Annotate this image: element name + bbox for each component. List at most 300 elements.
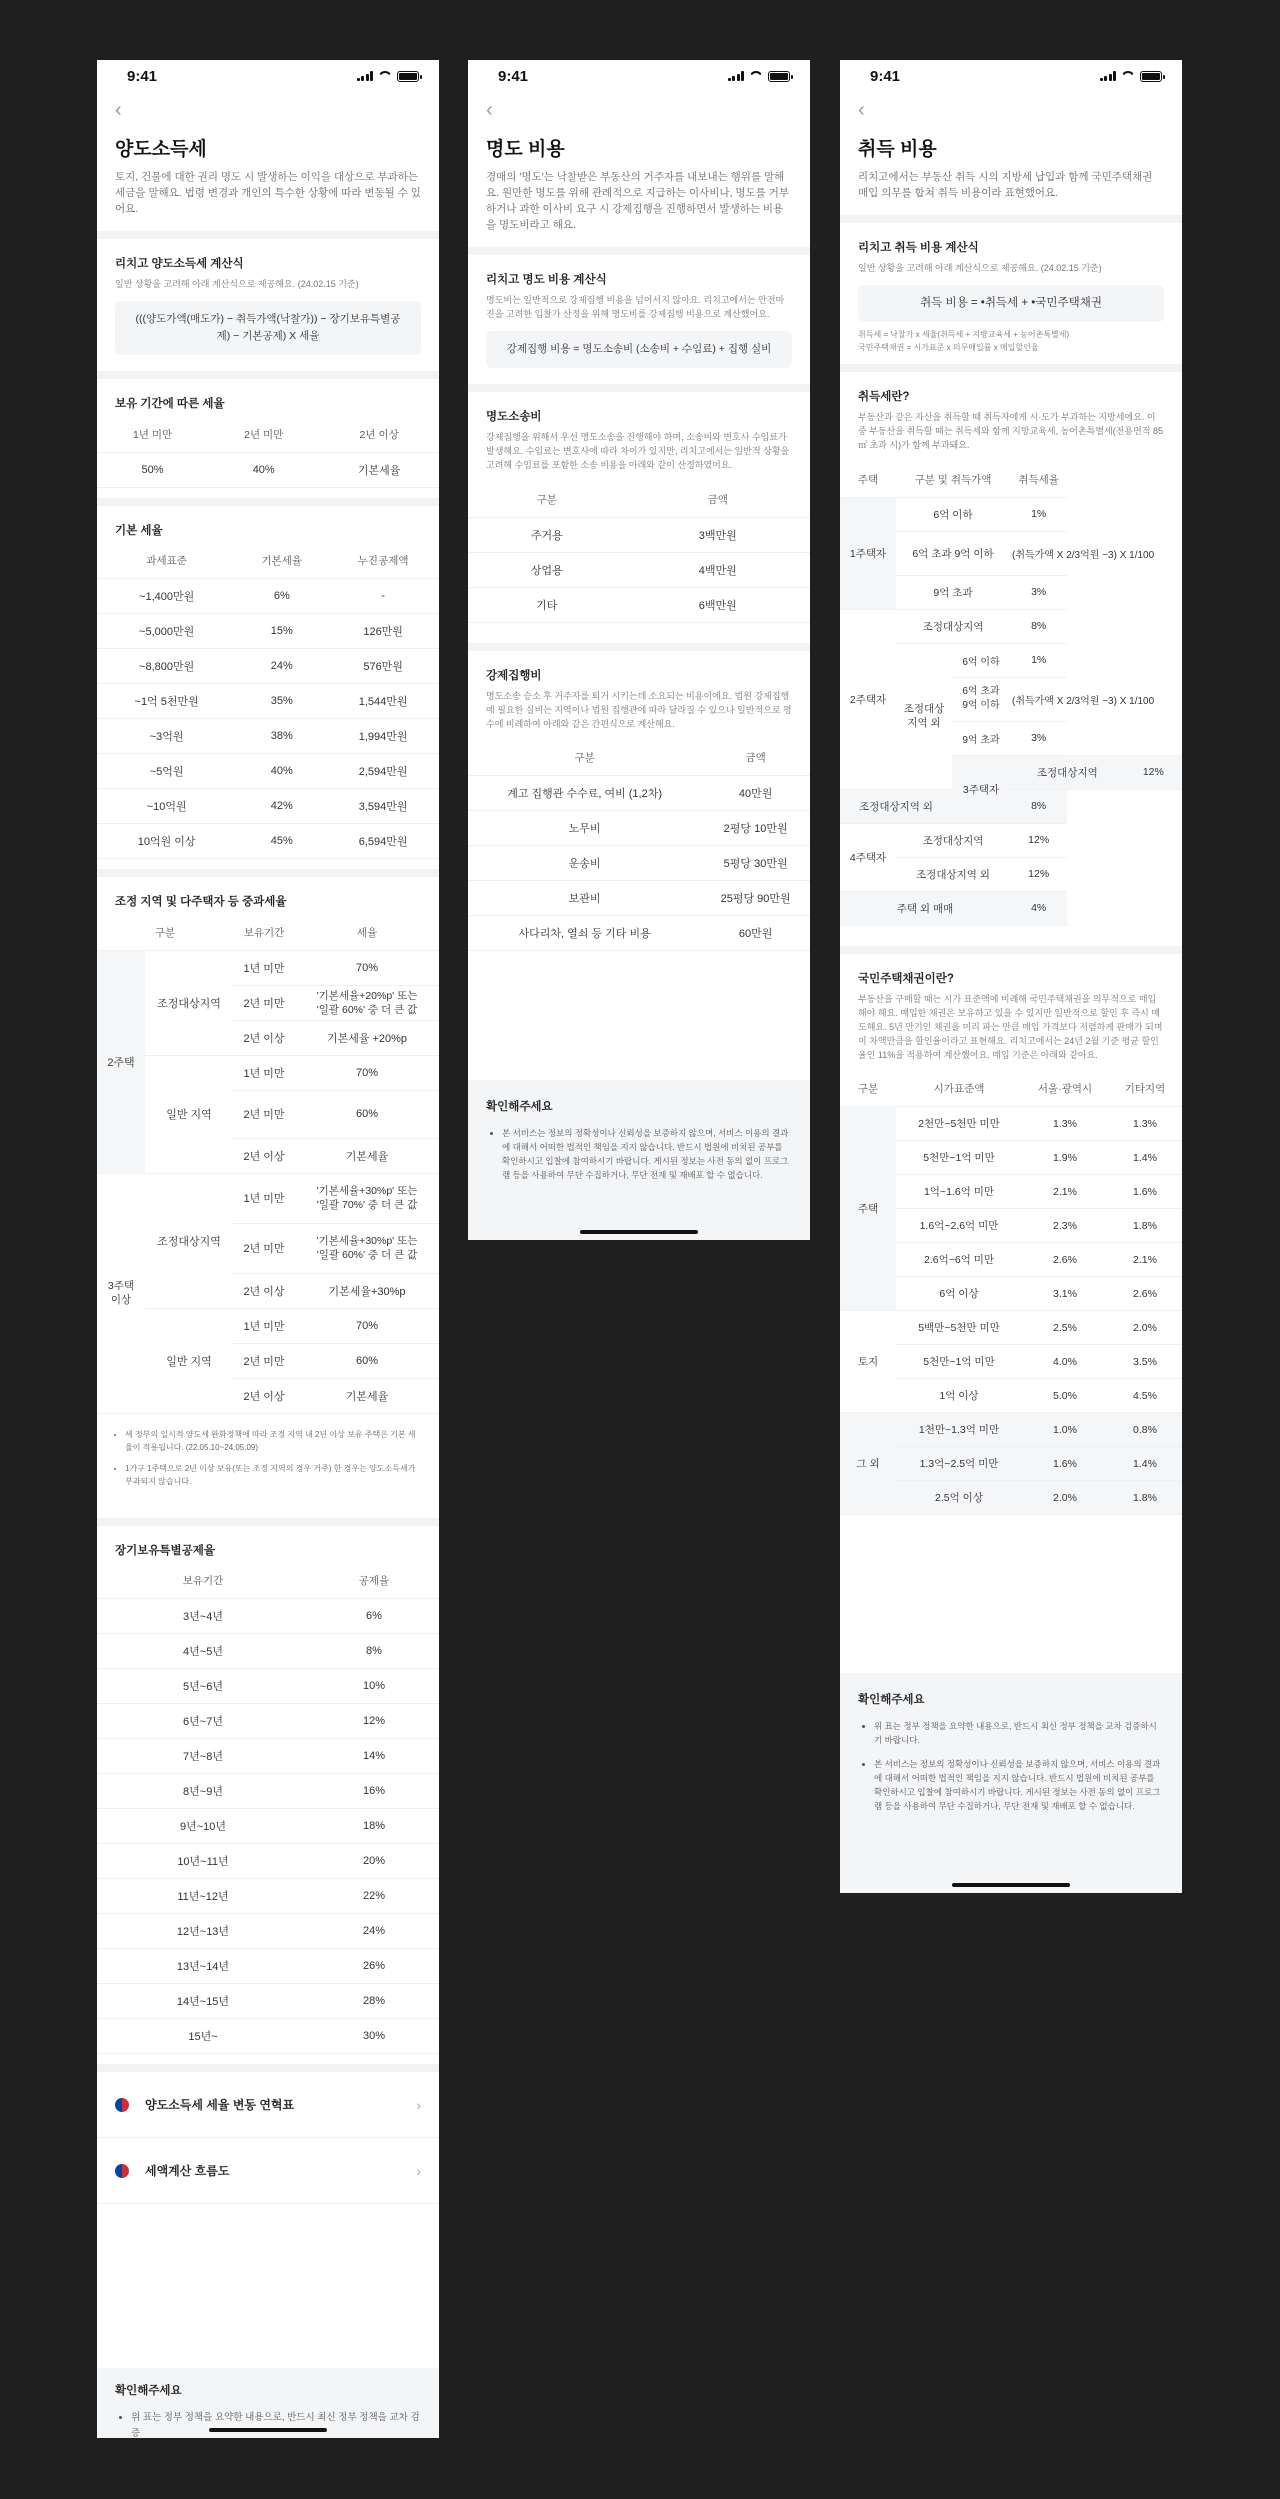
rate-line: '기본세율+20%p' 또는 bbox=[316, 989, 418, 1002]
table-cell: 9년~10년 bbox=[97, 1809, 309, 1844]
table-cell: 16% bbox=[309, 1774, 439, 1809]
lawsuit-cost-desc: 강제집행을 위해서 우선 명도소송을 진행해야 하며, 소송비와 변호사 수임료가 발생해요. 수임료는 변호사에 따라 차이가 있지만, 리치고에서는 일반적 상황을 고려해 수임료를 포함한 소송 비용을 아래와 같이 산정하였어요. bbox=[486, 432, 790, 470]
table-cell: 5.0% bbox=[1022, 1379, 1108, 1413]
table-header: 금액 bbox=[701, 741, 810, 776]
region-cell: 일반 지역 bbox=[145, 1055, 233, 1173]
capital-gains-tax-screen bbox=[97, 60, 439, 2438]
calc-title: 리치고 취득 비용 계산식 bbox=[858, 242, 979, 254]
table-row bbox=[840, 609, 1182, 643]
table-cell: 70% bbox=[295, 1055, 439, 1090]
calc-desc: 명도비는 일반적으로 강제집행 비용을 넘어서지 않아요. 리치고에서는 안전마진을 고려한 입찰가 산정을 위해 명도비를 강제집행 비용으로 계산했어요. bbox=[486, 295, 785, 319]
status-bar bbox=[97, 60, 439, 92]
region-line: 지역 외 bbox=[907, 717, 941, 729]
table-row bbox=[97, 614, 439, 649]
table-cell: 기본세율 bbox=[295, 1138, 439, 1173]
house-count-cell: 1주택자 bbox=[840, 497, 896, 609]
table-cell: 15% bbox=[236, 614, 327, 649]
table-cell: 1.6% bbox=[1022, 1447, 1108, 1481]
house-count-cell: 3주택자 bbox=[952, 755, 1010, 823]
table-cell: 3.5% bbox=[1108, 1345, 1182, 1379]
disclaimer-section bbox=[468, 1080, 810, 1240]
bond-group-cell: 그 외 bbox=[840, 1413, 896, 1515]
calc-title: 리치고 명도 비용 계산식 bbox=[486, 274, 607, 286]
table-header: 공제율 bbox=[309, 1564, 439, 1599]
table-cell: 9억 초과 bbox=[952, 721, 1010, 755]
table-cell bbox=[295, 985, 439, 1020]
table-cell: 60% bbox=[295, 1090, 439, 1138]
calc-formula bbox=[115, 301, 421, 355]
table-row bbox=[840, 789, 1182, 823]
acquisition-tax-title: 취득세란? bbox=[858, 391, 910, 403]
table-row bbox=[468, 517, 810, 552]
table-row bbox=[97, 1949, 439, 1984]
disclaimer-item: • 위 표는 정부 정책을 요약한 내용으로, 반드시 최신 정부 정책을 교차 검증하시기 바랍니다. bbox=[874, 1719, 1164, 1747]
table-cell: 14년~15년 bbox=[97, 1984, 309, 2019]
table-cell bbox=[295, 1173, 439, 1223]
table-cell: (취득가액 X 2/3억원 −3) X 1/100 bbox=[1010, 531, 1067, 575]
table-header: 2년 이상 bbox=[319, 417, 439, 452]
holding-period-table bbox=[97, 417, 439, 488]
table-header: 과세표준 bbox=[97, 544, 236, 579]
table-cell: 4.0% bbox=[1022, 1345, 1108, 1379]
table-cell: 6억 이상 bbox=[896, 1277, 1022, 1311]
table-cell: 2,594만원 bbox=[327, 754, 439, 789]
table-cell: 9억 초과 bbox=[896, 575, 1010, 609]
housing-bond-table bbox=[840, 1072, 1182, 1516]
table-cell: 6억 초과 9억 이하 bbox=[896, 531, 1010, 575]
table-cell: 6억 이하 bbox=[952, 643, 1010, 677]
chevron-right-icon: › bbox=[416, 2096, 421, 2113]
table-cell: 2년 미만 bbox=[233, 985, 295, 1020]
table-cell: 12% bbox=[1125, 755, 1182, 789]
table-cell: 22% bbox=[309, 1879, 439, 1914]
battery-icon bbox=[1140, 71, 1162, 82]
table-row bbox=[840, 823, 1182, 857]
table-cell: 조정대상지역 bbox=[896, 609, 1010, 643]
home-indicator bbox=[580, 1230, 698, 1234]
home-indicator bbox=[952, 1883, 1070, 1887]
table-cell: 주거용 bbox=[468, 517, 626, 552]
table-cell: 13년~14년 bbox=[97, 1949, 309, 1984]
table-cell: ~3억원 bbox=[97, 719, 236, 754]
table-cell: - bbox=[327, 579, 439, 614]
table-cell: 576만원 bbox=[327, 649, 439, 684]
house-count-cell: 2주택자 bbox=[840, 609, 896, 789]
region-line: 조정대상 bbox=[903, 703, 945, 715]
rate-line: '일괄 60%' 중 더 큰 값 bbox=[316, 1249, 418, 1261]
disclaimer-section bbox=[840, 1673, 1182, 1893]
table-cell: 1.4% bbox=[1108, 1447, 1182, 1481]
table-cell: 4.5% bbox=[1108, 1379, 1182, 1413]
group-2-houses: 2주택 bbox=[97, 950, 145, 1173]
table-cell: ~1억 5천만원 bbox=[97, 684, 236, 719]
table-header: 서울·광역시 bbox=[1022, 1072, 1108, 1107]
cellular-signal-icon bbox=[728, 71, 745, 81]
table-row bbox=[97, 1704, 439, 1739]
cellular-signal-icon bbox=[1100, 71, 1117, 81]
bond-group-cell: 토지 bbox=[840, 1311, 896, 1413]
table-cell: 1년 미만 bbox=[233, 950, 295, 985]
table-row bbox=[468, 587, 810, 622]
table-cell: 8% bbox=[1010, 789, 1067, 823]
table-header: 보유기간 bbox=[97, 1564, 309, 1599]
table-header: 금액 bbox=[626, 482, 810, 517]
table-cell: 8% bbox=[309, 1634, 439, 1669]
table-row bbox=[97, 1774, 439, 1809]
table-cell: 2년 미만 bbox=[233, 1343, 295, 1378]
table-cell: 2년 미만 bbox=[233, 1090, 295, 1138]
table-cell: 1.9% bbox=[1022, 1141, 1108, 1175]
formula-note: 취득세 = 낙찰가 x 세율(취득세 + 지방교육세 + 농어촌특별세) bbox=[858, 330, 1070, 339]
note-item: • 1가구 1주택으로 2년 이상 보유(또는 조정 지역의 경우 거주) 한 경우는 양도소득세가 부과되지 않습니다. bbox=[125, 1462, 421, 1488]
table-row bbox=[97, 684, 439, 719]
government-emblem-icon bbox=[115, 2164, 129, 2178]
table-cell: 기타 bbox=[468, 587, 626, 622]
table-cell: 15년~ bbox=[97, 2019, 309, 2054]
table-cell: ~1,400만원 bbox=[97, 579, 236, 614]
heavy-rate-notes bbox=[97, 1424, 439, 1508]
table-cell: 3% bbox=[1010, 575, 1067, 609]
table-cell: 70% bbox=[295, 1308, 439, 1343]
table-row bbox=[97, 1844, 439, 1879]
region-cell bbox=[896, 643, 952, 789]
table-cell: 노무비 bbox=[468, 811, 701, 846]
table-cell: 기본세율 bbox=[319, 452, 439, 487]
table-header: 2년 미만 bbox=[208, 417, 319, 452]
table-cell: 4% bbox=[1010, 891, 1067, 925]
formula-line-2: 제) − 기본공제) X 세율 bbox=[216, 330, 320, 342]
table-cell: 1년 미만 bbox=[233, 1173, 295, 1223]
table-cell: 1천만~1.3억 미만 bbox=[896, 1413, 1022, 1447]
link-label: 양도소득세 세율 변동 연혁표 bbox=[145, 2098, 295, 2112]
table-cell: 4백만원 bbox=[626, 552, 810, 587]
table-row bbox=[97, 789, 439, 824]
basic-rate-table bbox=[97, 544, 439, 860]
status-time: 9:41 bbox=[870, 67, 901, 85]
table-header: 기타지역 bbox=[1108, 1072, 1182, 1107]
battery-icon bbox=[768, 71, 790, 82]
disclaimer-item: • 본 서비스는 정보의 정확성이나 신뢰성을 보증하지 않으며, 서비스 이용의 결과에 대해서 어떠한 법적인 책임을 지지 않습니다. 반드시 법원에 비치된 공부를 확인하시고 입찰에 참여하시기 바랍니다. 게시된 정보는 사전 동의 없이 프로그램 등을 사용하여 무단 수집하거나, 무단 전재 및 재배포 할 수 없습니다. bbox=[874, 1757, 1164, 1813]
table-cell: 2.6억~6억 미만 bbox=[896, 1243, 1022, 1277]
table-header: 구분 bbox=[468, 482, 626, 517]
table-cell: 조정대상지역 외 bbox=[840, 789, 952, 823]
table-header: 기본세율 bbox=[236, 544, 327, 579]
calc-formula: 취득 비용 = •취득세 + •국민주택채권 bbox=[858, 285, 1164, 322]
execution-cost-desc: 명도소송 승소 후 거주자를 퇴거 시키는데 소요되는 비용이에요. 법원 강제집행에 필요한 실비는 지역이나 법원 집행관에 따라 달라질 수 있으나 일반적으로 평수에 비례하여 아래와 같은 간편식으로 계산해요. bbox=[486, 690, 792, 729]
page-description: 경매의 '명도'는 낙찰받은 부동산의 거주자를 내보내는 행위를 말해요. 원만한 명도를 위해 관례적으로 지급하는 이사비나, 명도를 거부하거나 과한 이사비 요구 시 강제집행을 진행하면서 발생하는 비용을 명도비라고 해요. bbox=[486, 171, 790, 231]
table-cell: 60% bbox=[295, 1343, 439, 1378]
heavy-rate-table bbox=[97, 915, 439, 1414]
table-cell: ~5,000만원 bbox=[97, 614, 236, 649]
table-cell: 7년~8년 bbox=[97, 1739, 309, 1774]
house-count-cell: 4주택자 bbox=[840, 823, 896, 891]
note-item: • 세 정부의 일시적 양도세 완화정책에 따라 조정 지역 내 2년 이상 보유 주택은 기본 세율이 적용됩니다. (22.05.10~24.05.09) bbox=[125, 1428, 421, 1454]
status-bar bbox=[840, 60, 1182, 92]
table-cell: 10년~11년 bbox=[97, 1844, 309, 1879]
rate-line: '일괄 60%' 중 더 큰 값 bbox=[316, 1003, 418, 1016]
table-row bbox=[97, 1173, 439, 1223]
table-cell: 2.0% bbox=[1108, 1311, 1182, 1345]
long-term-deduction-table bbox=[97, 1564, 439, 2055]
page-description: 리치고에서는 부동산 취득 시의 지방세 납입과 함께 국민주택채권 매입 의무를 합쳐 취득 비용이라 표현했어요. bbox=[858, 171, 1153, 199]
table-row bbox=[97, 1809, 439, 1844]
table-header: 누진공제액 bbox=[327, 544, 439, 579]
table-row bbox=[840, 1413, 1182, 1447]
table-cell: 30% bbox=[309, 2019, 439, 2054]
table-cell: 3년~4년 bbox=[97, 1599, 309, 1634]
disclaimer-title: 확인해주세요 bbox=[486, 1101, 553, 1113]
table-cell: 1% bbox=[1010, 643, 1067, 677]
table-row bbox=[468, 916, 810, 951]
table-cell: 1,994만원 bbox=[327, 719, 439, 754]
table-cell: 1년 미만 bbox=[233, 1055, 295, 1090]
housing-bond-desc: 부동산을 구매할 때는 시가 표준액에 비례해 국민주택채권을 의무적으로 매입해야 해요. 매입한 채권은 보유하고 있을 수 있지만 일반적으로 할인 후 즉시 매도해요. 5년 만기인 채권을 미리 파는 만큼 매입 가격보다 저렴하게 판매가 되며 이 차액만큼을 할인율이라고 표현해요. 리치고에서는 24년 2월 기준 평균 할인율인 11%을 적용하여 계산했어요. 매입 기준은 아래와 같아요. bbox=[858, 993, 1163, 1060]
table-cell: 2.1% bbox=[1022, 1175, 1108, 1209]
table-cell: 2년 이상 bbox=[233, 1138, 295, 1173]
group-line: 이상 bbox=[110, 1294, 132, 1306]
execution-cost-title: 강제집행비 bbox=[486, 669, 542, 682]
table-cell bbox=[952, 677, 1010, 721]
region-cell: 일반 지역 bbox=[145, 1308, 233, 1413]
home-indicator bbox=[209, 2428, 327, 2432]
table-cell: 1억~1.6억 미만 bbox=[896, 1175, 1022, 1209]
basic-rate-title: 기본 세율 bbox=[115, 524, 163, 537]
long-term-deduction-title: 장기보유특별공제율 bbox=[115, 1544, 215, 1557]
range-line: 6억 초과 bbox=[962, 686, 1000, 697]
table-cell: 50% bbox=[97, 452, 208, 487]
page-title: 양도소득세 bbox=[115, 139, 207, 160]
table-row bbox=[97, 1984, 439, 2019]
group-line: 3주택 bbox=[107, 1280, 135, 1292]
table-cell: 6,594만원 bbox=[327, 824, 439, 859]
page-title: 명도 비용 bbox=[486, 139, 565, 160]
table-row bbox=[468, 776, 810, 811]
table-cell: 1.8% bbox=[1108, 1481, 1182, 1515]
table-cell: 8% bbox=[1010, 609, 1067, 643]
table-cell: 1.4% bbox=[1108, 1141, 1182, 1175]
table-cell: 조정대상지역 외 bbox=[896, 857, 1010, 891]
table-cell: 3.1% bbox=[1022, 1277, 1108, 1311]
table-cell: 40% bbox=[236, 754, 327, 789]
table-header: 구분 및 취득가액 bbox=[896, 462, 1010, 497]
table-cell: 2년 이상 bbox=[233, 1273, 295, 1308]
table-cell: 20% bbox=[309, 1844, 439, 1879]
table-row bbox=[97, 754, 439, 789]
table-row bbox=[97, 2019, 439, 2054]
table-cell: 2년 이상 bbox=[233, 1020, 295, 1055]
table-cell: 1.8% bbox=[1108, 1209, 1182, 1243]
table-cell: 35% bbox=[236, 684, 327, 719]
disclaimer-item: • 본 서비스는 정보의 정확성이나 신뢰성을 보증하지 않으며, 서비스 이용의 결과에 대해서 어떠한 법적인 책임을 지지 않습니다. 반드시 법원에 비치된 공부를 확인하시고 입찰에 참여하시기 바랍니다. 게시된 정보는 사전 동의 없이 프로그램 등을 사용하여 무단 수집하거나, 무단 전재 및 재배포 할 수 없습니다. bbox=[502, 1126, 792, 1182]
table-cell: 2년 미만 bbox=[233, 1223, 295, 1273]
table-cell: 6년~7년 bbox=[97, 1704, 309, 1739]
table-cell: 계고 집행관 수수료, 여비 (1,2차) bbox=[468, 776, 701, 811]
table-header: 구분 bbox=[840, 1072, 896, 1107]
table-cell: 1% bbox=[1010, 497, 1067, 531]
table-row bbox=[97, 719, 439, 754]
table-cell: 5천만~1억 미만 bbox=[896, 1141, 1022, 1175]
bond-group-cell: 주택 bbox=[840, 1107, 896, 1311]
table-cell: 42% bbox=[236, 789, 327, 824]
table-cell: 18% bbox=[309, 1809, 439, 1844]
status-time: 9:41 bbox=[498, 67, 529, 85]
tax-rate-history-link[interactable] bbox=[97, 2072, 439, 2138]
table-cell: 상업용 bbox=[468, 552, 626, 587]
disclaimer-title: 확인해주세요 bbox=[115, 2385, 182, 2397]
table-cell: 45% bbox=[236, 824, 327, 859]
table-cell: 6백만원 bbox=[626, 587, 810, 622]
table-cell: 4년~5년 bbox=[97, 1634, 309, 1669]
table-cell: 24% bbox=[236, 649, 327, 684]
table-cell: 3% bbox=[1010, 721, 1067, 755]
heavy-rate-title: 조정 지역 및 다주택자 등 중과세율 bbox=[115, 896, 287, 908]
table-row bbox=[97, 1634, 439, 1669]
table-header: 세율 bbox=[295, 915, 439, 950]
table-cell: 사다리차, 열쇠 등 기타 비용 bbox=[468, 916, 701, 951]
table-row bbox=[97, 452, 439, 487]
table-cell: 1.3% bbox=[1108, 1107, 1182, 1141]
lawsuit-cost-title: 명도소송비 bbox=[486, 411, 542, 423]
table-row bbox=[97, 1308, 439, 1343]
disclaimer-item: • 위 표는 정부 정책을 요약한 내용으로, 반드시 최신 정부 정책을 교차 검증 bbox=[131, 2410, 421, 2442]
table-cell: 70% bbox=[295, 950, 439, 985]
table-cell: 2.5% bbox=[1022, 1311, 1108, 1345]
table-header: 취득세율 bbox=[1010, 462, 1067, 497]
disclaimer-title: 확인해주세요 bbox=[858, 1694, 925, 1706]
table-row bbox=[468, 846, 810, 881]
link-label: 세액계산 흐름도 bbox=[145, 2164, 230, 2178]
table-cell: 14% bbox=[309, 1739, 439, 1774]
table-cell: 10% bbox=[309, 1669, 439, 1704]
table-row bbox=[97, 824, 439, 859]
table-cell: 5천만~1억 미만 bbox=[896, 1345, 1022, 1379]
back-arrow-icon[interactable]: ‹ bbox=[486, 99, 493, 121]
rate-line: '기본세율+30%p' 또는 bbox=[316, 1185, 418, 1197]
table-header: 주택 bbox=[840, 462, 896, 497]
table-cell: 2천만~5천만 미만 bbox=[896, 1107, 1022, 1141]
table-cell: ~8,800만원 bbox=[97, 649, 236, 684]
table-cell: 5년~6년 bbox=[97, 1669, 309, 1704]
table-row bbox=[468, 811, 810, 846]
formula-line-1: (((양도가액(매도가) − 취득가액(낙찰가)) − 장기보유특별공 bbox=[135, 313, 401, 325]
table-cell: 0.8% bbox=[1108, 1413, 1182, 1447]
table-row bbox=[97, 579, 439, 614]
wifi-icon bbox=[1121, 71, 1135, 81]
group-3-houses bbox=[97, 1173, 145, 1413]
table-cell: 1.6% bbox=[1108, 1175, 1182, 1209]
table-cell: 126만원 bbox=[327, 614, 439, 649]
table-cell: 40만원 bbox=[701, 776, 810, 811]
table-row bbox=[97, 1914, 439, 1949]
table-cell: 3,594만원 bbox=[327, 789, 439, 824]
table-row bbox=[468, 552, 810, 587]
calc-desc: 일반 상황을 고려해 아래 계산식으로 제공해요. (24.02.15 기준) bbox=[858, 263, 1102, 273]
table-cell: 10억원 이상 bbox=[97, 824, 236, 859]
acquisition-tax-desc: 부동산과 같은 자산을 취득할 때 취득자에게 시·도가 부과하는 지방세에요. 이중 부동산을 취득할 때는 취득세와 함께 지방교육세, 농어촌특별세(전용면적 85㎡ 초과 시)가 함께 부과돼요. bbox=[858, 412, 1164, 450]
table-cell: 운송비 bbox=[468, 846, 701, 881]
table-cell: 1.3억~2.5억 미만 bbox=[896, 1447, 1022, 1481]
region-cell: 조정대상지역 bbox=[145, 1173, 233, 1308]
table-cell: ~10억원 bbox=[97, 789, 236, 824]
table-cell: 1.3% bbox=[1022, 1107, 1108, 1141]
table-cell: 2.6% bbox=[1022, 1243, 1108, 1277]
table-cell: 조정대상지역 bbox=[1010, 755, 1125, 789]
table-cell: 2년 이상 bbox=[233, 1378, 295, 1413]
table-cell: 5평당 30만원 bbox=[701, 846, 810, 881]
formula-note: 국민주택채권 = 시가표준 x 의무매입률 x 매입할인율 bbox=[858, 343, 1039, 352]
table-cell: 2.0% bbox=[1022, 1481, 1108, 1515]
wifi-icon bbox=[749, 71, 763, 81]
housing-bond-title: 국민주택채권이란? bbox=[858, 972, 954, 985]
table-cell: 24% bbox=[309, 1914, 439, 1949]
table-cell: ~5억원 bbox=[97, 754, 236, 789]
acquisition-cost-screen bbox=[840, 60, 1182, 1893]
back-arrow-icon[interactable]: ‹ bbox=[115, 99, 122, 121]
table-cell: 2평당 10만원 bbox=[701, 811, 810, 846]
table-cell: 3백만원 bbox=[626, 517, 810, 552]
lawsuit-cost-table bbox=[468, 482, 810, 623]
eviction-cost-screen bbox=[468, 60, 810, 1240]
rate-line: '일괄 70%' 중 더 큰 값 bbox=[316, 1199, 418, 1211]
table-cell: 8년~9년 bbox=[97, 1774, 309, 1809]
table-cell: (취득가액 X 2/3억원 −3) X 1/100 bbox=[1010, 677, 1067, 721]
cellular-signal-icon bbox=[357, 71, 374, 81]
execution-cost-table bbox=[468, 741, 810, 952]
government-emblem-icon bbox=[115, 2098, 129, 2112]
region-cell: 조정대상지역 bbox=[145, 950, 233, 1055]
table-cell: 주택 외 매매 bbox=[840, 891, 1010, 925]
table-cell: 1년 미만 bbox=[233, 1308, 295, 1343]
calc-title: 리치고 양도소득세 계산식 bbox=[115, 258, 244, 270]
chevron-right-icon: › bbox=[416, 2162, 421, 2179]
table-cell: 기본세율 bbox=[295, 1378, 439, 1413]
table-header: 시가표준액 bbox=[896, 1072, 1022, 1107]
table-row bbox=[97, 950, 439, 985]
calc-desc: 일반 상황을 고려해 아래 계산식으로 제공해요. (24.02.15 기준) bbox=[115, 279, 359, 289]
back-arrow-icon[interactable]: ‹ bbox=[858, 99, 865, 121]
page-description: 토지, 건물에 대한 권리 명도 시 발생하는 이익을 대상으로 부과하는 세금을 말해요. 법령 변경과 개인의 특수한 상황에 따라 변동될 수 있어요. bbox=[115, 171, 421, 215]
table-cell: 2.3% bbox=[1022, 1209, 1108, 1243]
table-cell: 2.6% bbox=[1108, 1277, 1182, 1311]
holding-period-title: 보유 기간에 따른 세율 bbox=[115, 398, 225, 410]
table-cell: 38% bbox=[236, 719, 327, 754]
table-row bbox=[840, 891, 1182, 925]
table-cell: 보관비 bbox=[468, 881, 701, 916]
table-cell: 25평당 90만원 bbox=[701, 881, 810, 916]
table-cell: 6% bbox=[309, 1599, 439, 1634]
battery-icon bbox=[397, 71, 419, 82]
table-cell: 기본세율 +20%p bbox=[295, 1020, 439, 1055]
table-row bbox=[97, 1739, 439, 1774]
table-cell bbox=[295, 1223, 439, 1273]
table-row bbox=[840, 1311, 1182, 1345]
acquisition-tax-table bbox=[840, 462, 1182, 926]
table-cell: 12% bbox=[1010, 857, 1067, 891]
table-row bbox=[468, 881, 810, 916]
table-cell: 40% bbox=[208, 452, 319, 487]
table-cell: 6% bbox=[236, 579, 327, 614]
table-row bbox=[840, 1107, 1182, 1141]
rate-line: '기본세율+30%p' 또는 bbox=[316, 1235, 418, 1247]
table-row bbox=[97, 1055, 439, 1090]
table-cell: 12% bbox=[309, 1704, 439, 1739]
table-cell: 기본세율+30%p bbox=[295, 1273, 439, 1308]
table-cell: 조정대상지역 bbox=[896, 823, 1010, 857]
wifi-icon bbox=[378, 71, 392, 81]
table-cell: 12% bbox=[1010, 823, 1067, 857]
tax-flowchart-link[interactable] bbox=[97, 2138, 439, 2204]
range-line: 9억 이하 bbox=[962, 700, 1000, 711]
